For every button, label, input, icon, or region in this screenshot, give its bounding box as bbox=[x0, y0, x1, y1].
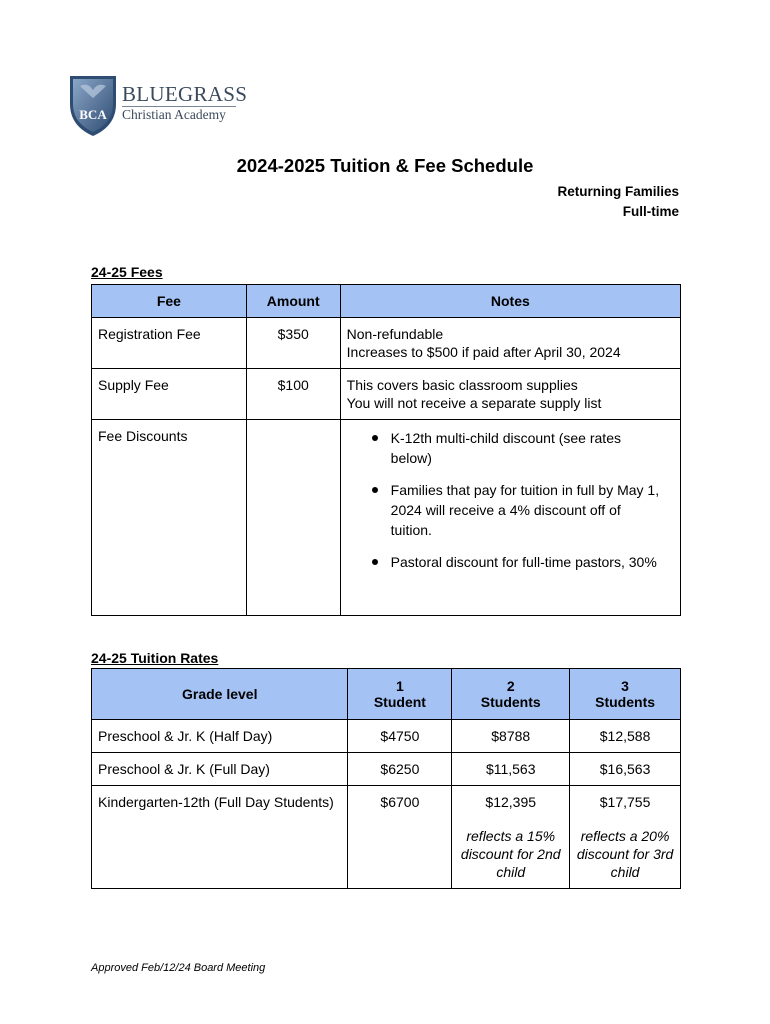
fees-header-row bbox=[92, 285, 681, 318]
grade-level: Preschool & Jr. K (Full Day) bbox=[98, 761, 270, 777]
fee-note: Non-refundable bbox=[346, 326, 444, 342]
rate-2-students: $8788 bbox=[491, 728, 531, 744]
subtitle-full-time: Full-time bbox=[622, 204, 679, 219]
footer-approval-note: Approved Feb/12/24 Board Meeting bbox=[91, 962, 266, 974]
fee-note: Increases to $500 if paid after April 30, 2024 bbox=[346, 344, 621, 360]
fees-header-notes: Notes bbox=[340, 285, 680, 318]
table-row bbox=[92, 420, 681, 616]
rate-1-student: $4750 bbox=[380, 728, 420, 744]
rate-2-students: $12,395 bbox=[485, 794, 537, 810]
fee-name: Fee Discounts bbox=[98, 428, 188, 444]
logo-initials: BCA bbox=[79, 107, 107, 122]
rate-3-students: $16,563 bbox=[599, 761, 651, 777]
fee-amount bbox=[247, 420, 340, 434]
tuition-header-grade: Grade level bbox=[92, 669, 348, 720]
tuition-table bbox=[91, 668, 681, 889]
header-count: 1 bbox=[396, 678, 404, 694]
discount-item: Pastoral discount for full-time pastors, 30% bbox=[391, 552, 674, 572]
fee-name: Supply Fee bbox=[98, 377, 169, 393]
discount-note-2nd-child: reflects a 15% discount for 2nd child bbox=[460, 828, 561, 880]
header-label: Students bbox=[480, 694, 541, 710]
rate-3-students: $17,755 bbox=[599, 794, 651, 810]
tuition-header-3-students bbox=[570, 669, 681, 720]
discount-item: Families that pay for tuition in full by May 1, 2024 will receive a 4% discount off of tuition. bbox=[391, 480, 674, 540]
rate-3-students: $12,588 bbox=[599, 728, 651, 744]
tuition-header-row bbox=[92, 669, 681, 720]
header-count: 2 bbox=[506, 678, 515, 694]
tuition-header-1-student bbox=[348, 669, 452, 720]
shield-crest-icon bbox=[66, 72, 120, 138]
logo-name-line1: BLUEGRASS bbox=[122, 82, 248, 106]
school-logo bbox=[66, 72, 246, 138]
fee-name: Registration Fee bbox=[98, 326, 201, 342]
discount-item: K-12th multi-child discount (see rates below) bbox=[391, 428, 674, 468]
table-row bbox=[92, 369, 681, 420]
fee-note: You will not receive a separate supply list bbox=[346, 395, 602, 411]
table-row bbox=[92, 753, 681, 786]
logo-name-line2: Christian Academy bbox=[122, 107, 226, 122]
header-label: Student bbox=[373, 694, 426, 710]
fee-note: This covers basic classroom supplies bbox=[346, 377, 578, 393]
tuition-header-2-students bbox=[452, 669, 570, 720]
discount-note-3rd-child: reflects a 20% discount for 3rd child bbox=[576, 828, 674, 880]
discount-list bbox=[347, 428, 674, 572]
fee-amount: $350 bbox=[277, 326, 309, 342]
rate-1-student: $6250 bbox=[380, 761, 420, 777]
fee-amount: $100 bbox=[277, 377, 309, 393]
header-count: 3 bbox=[621, 678, 629, 694]
fees-header-amount: Amount bbox=[246, 285, 340, 318]
fees-header-fee: Fee bbox=[92, 285, 247, 318]
table-row bbox=[92, 720, 681, 753]
page-title: 2024-2025 Tuition & Fee Schedule bbox=[236, 155, 534, 176]
rate-2-students: $11,563 bbox=[485, 761, 536, 777]
table-row bbox=[92, 318, 681, 369]
grade-level: Preschool & Jr. K (Half Day) bbox=[98, 728, 273, 744]
subtitle-returning-families: Returning Families bbox=[557, 184, 679, 199]
grade-level: Kindergarten-12th (Full Day Students) bbox=[98, 794, 334, 810]
fees-table bbox=[91, 284, 681, 616]
tuition-section-heading: 24-25 Tuition Rates bbox=[91, 650, 219, 666]
header-label: Students bbox=[595, 694, 656, 710]
table-row bbox=[92, 786, 681, 889]
fees-section-heading: 24-25 Fees bbox=[91, 264, 163, 280]
rate-1-student: $6700 bbox=[380, 794, 420, 810]
